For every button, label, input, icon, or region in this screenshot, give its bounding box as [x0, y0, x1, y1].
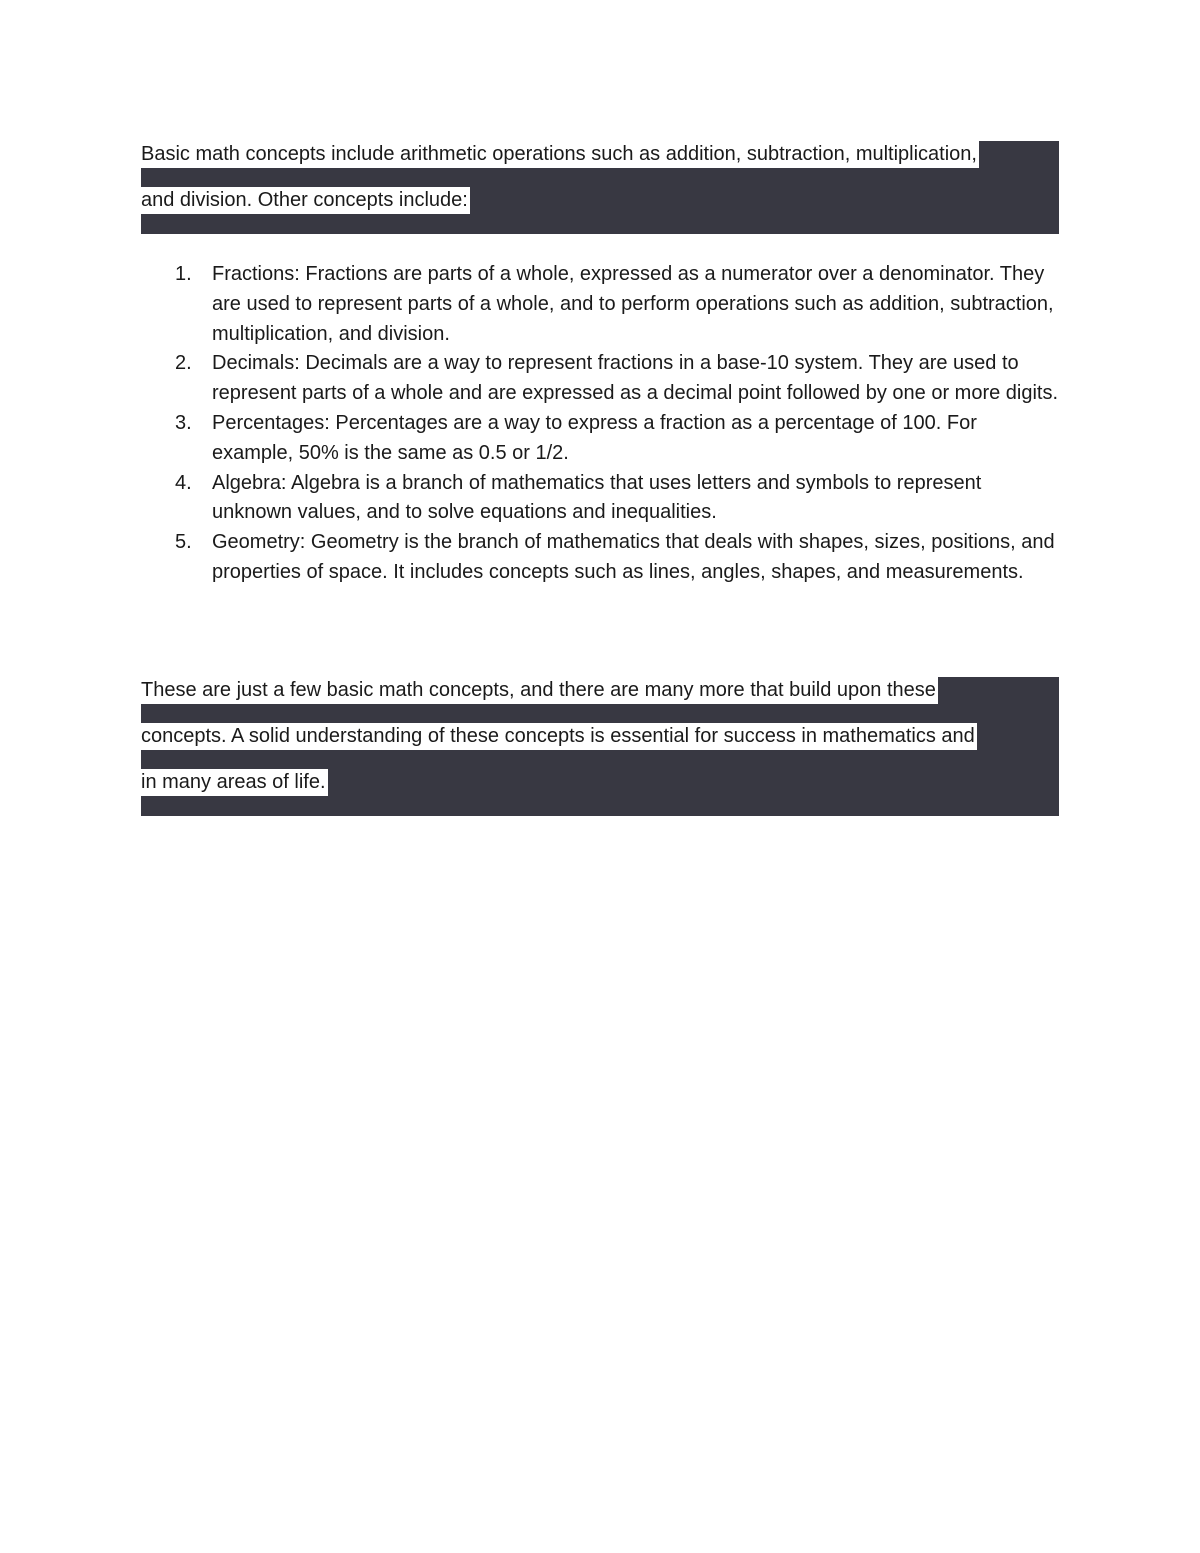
list-item-number: 3. [175, 411, 192, 434]
list-item-text: Percentages: Percentages are a way to express a fraction as a percentage of 100. For example, 50% is the same as 0.5 or 1/2. [212, 411, 977, 464]
list-item-number: 1. [175, 263, 192, 285]
concept-list [141, 260, 1059, 588]
list-item [141, 260, 1059, 349]
closing-line-3: in many areas of life. [141, 769, 328, 796]
closing-line-2: concepts. A solid understanding of these concepts is essential for success in mathematics and [141, 723, 977, 750]
intro-line-1: Basic math concepts include arithmetic operations such as addition, subtraction, multiplication, [141, 141, 979, 168]
closing-paragraph [141, 677, 1059, 816]
list-item-number: 5. [175, 531, 192, 554]
intro-paragraph [141, 141, 1059, 234]
list-item-text: Decimals: Decimals are a way to represent fractions in a base-10 system. They are used to represent parts of a whole and are expressed as a decimal point followed by one or more digits. [212, 352, 1059, 405]
list-item [141, 528, 1059, 588]
intro-line-2: and division. Other concepts include: [141, 187, 470, 214]
list-item [141, 349, 1059, 409]
list-item-text: Algebra: Algebra is a branch of mathematics that uses letters and symbols to represent unknown values, and to solve equations and inequalities. [212, 471, 982, 524]
list-item [141, 409, 1059, 469]
list-item [141, 469, 1059, 529]
list-item-text: Fractions: Fractions are parts of a whole, expressed as a numerator over a denominator. They are used to represent parts of a whole, and to perform operations such as addition, subtraction, multiplication, and division. [212, 263, 1054, 345]
list-item-number: 2. [175, 352, 192, 375]
list-item-number: 4. [175, 471, 192, 494]
closing-line-1: These are just a few basic math concepts, and there are many more that build upon these [141, 677, 938, 704]
list-item-text: Geometry: Geometry is the branch of mathematics that deals with shapes, sizes, positions, and properties of space. It includes concepts such as lines, angles, shapes, and measurements. [212, 531, 1055, 583]
